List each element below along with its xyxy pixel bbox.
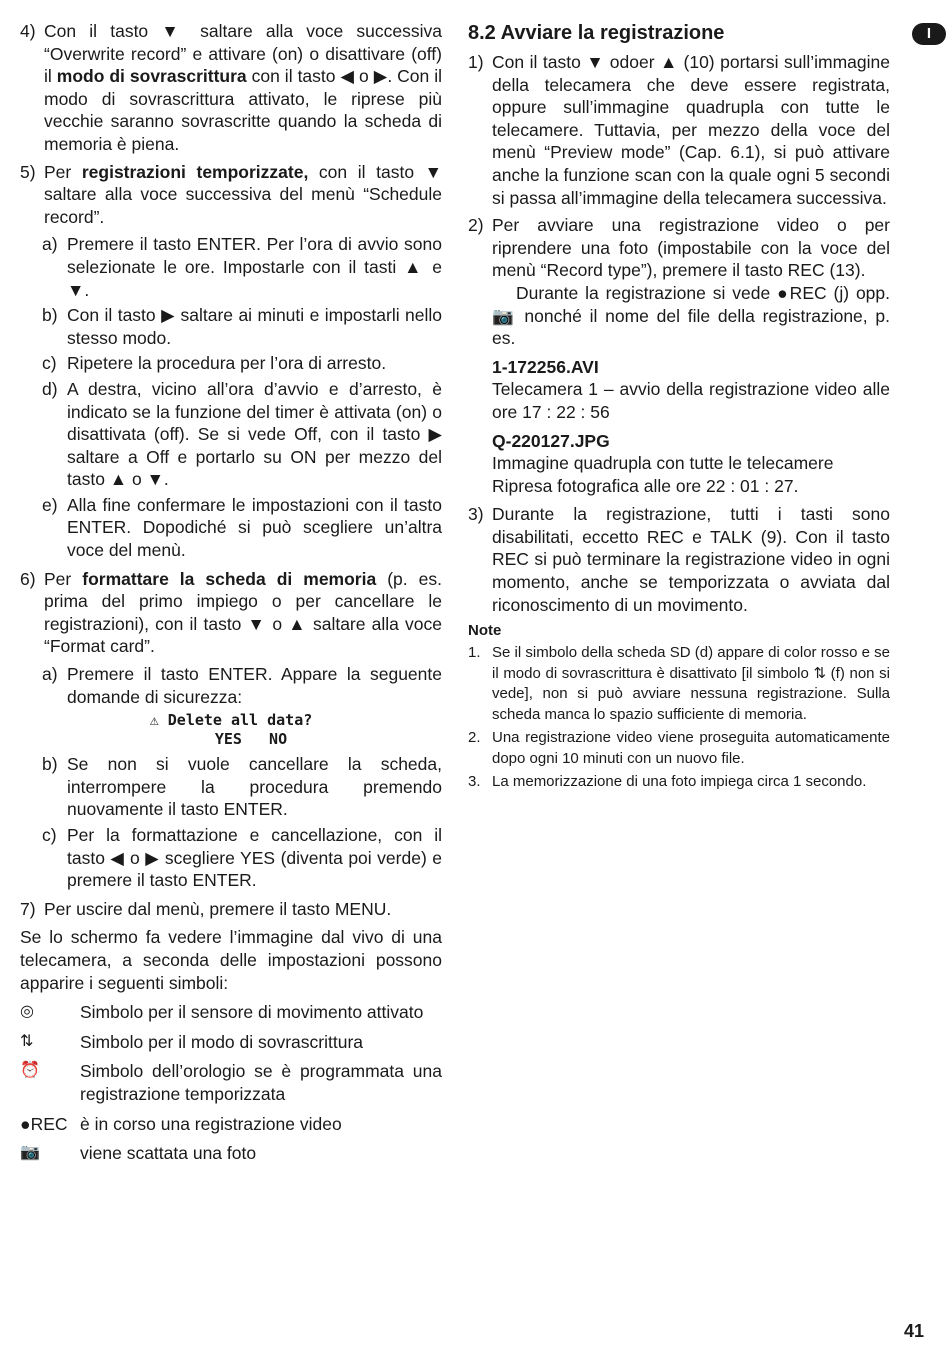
motion-sensor-icon: ◎ <box>20 1003 34 1021</box>
file-example-jpg-desc-2: Ripresa fotografica alle ore 22 : 01 : 27. <box>492 475 799 496</box>
step-5d: d) A destra, vicino all’ora d’avvio e d’arresto, è indicato se la funzione del timer è attivata (on) o disattivata (off). Se si vede Off, con il tasto ▶ saltare a Off e portarlo su ON per mezzo del tasto ▲ o ▼. <box>42 378 442 490</box>
right-column <box>468 20 890 793</box>
note-3: 3. La memorizzazione di una foto impiega circa 1 secondo. <box>468 773 867 791</box>
symbol-row-photo: 📷 viene scattata una foto <box>20 1143 257 1164</box>
step-7: 7) Per uscire dal menù, premere il tasto MENU. <box>20 898 392 919</box>
file-example-jpg-desc-1: Immagine quadrupla con tutte le telecamere <box>492 453 834 474</box>
rec-step-2-para: Durante la registrazione si vede ●REC (j) opp. 📷 nonché il nome del file della registrazione, p. es. <box>492 282 890 349</box>
symbol-row-motion: ◎ Simbolo per il sensore di movimento attivato <box>20 1002 424 1023</box>
page-number: 41 <box>904 1321 925 1341</box>
note-1: 1. Se il simbolo della scheda SD (d) appare di color rosso e se il modo di sovrascrittura è disattivato [il simbolo ⇅ (f) non si vede], non si può avviare nessuna registrazione. Sulla scheda manca lo spazio sufficiente di memoria. <box>468 644 890 723</box>
delete-confirm-prompt <box>20 711 442 749</box>
step-4: 4) Con il tasto ▼ saltare alla voce successiva “Overwrite record” e attivare (on) o disattivare (off) il modo di sovrascrittura con il tasto ◀ o ▶. Con il modo di sovrascrittura attivato, le riprese più vecchie saranno sovrascritte quando la scheda di memoria è piena. <box>20 21 443 154</box>
rec-step-1: 1) Con il tasto ▼ odoer ▲ (10) portarsi sull’immagine della telecamera che deve essere registrata, oppure sull’immagine quadrupla con tutte le telecamere. Tuttavia, per mezzo della voce del menù “Preview mode” (Cap. 6.1), si può attivare anche la funzione scan con la quale ogni 5 secondi si passa all’immagine della telecamera successiva. <box>468 52 890 208</box>
language-badge: I <box>912 23 946 45</box>
step-5b: b) Con il tasto ▶ saltare ai minuti e impostarli nello stesso modo. <box>42 305 442 348</box>
note-2: 2. Una registrazione video viene proseguita automaticamente dopo ogni 10 minuti con un nuovo file. <box>468 729 890 767</box>
step-5: 5) Per registrazioni temporizzate, con il tasto ▼ saltare alla voce successiva del menù “Schedule record”. <box>20 161 442 227</box>
step-6a: a) Premere il tasto ENTER. Appare la seguente domande di sicurezza: <box>42 664 442 707</box>
rec-step-2: 2) Per avviare una registrazione video o per riprendere una foto (impostabile con la voce del menù “Record type”), premere il tasto REC (13). <box>468 215 890 281</box>
section-heading: 8.2 Avviare la registrazione <box>468 22 725 44</box>
step-5a: a) Premere il tasto ENTER. Per l’ora di avvio sono selezionate le ore. Impostarle con il tasti ▲ e ▼. <box>42 234 442 300</box>
overwrite-icon: ⇅ <box>20 1032 34 1050</box>
confirm-options: YES NO <box>214 730 288 749</box>
step-5c: c) Ripetere la procedura per l’ora di arresto. <box>42 353 387 374</box>
file-example-jpg: Q-220127.JPG <box>492 430 610 451</box>
rec-dot-icon: ●REC <box>20 1113 68 1134</box>
symbol-row-overwrite: ⇅ Simbolo per il modo di sovrascrittura <box>20 1031 364 1052</box>
notes-title: Note <box>468 622 502 640</box>
camera-icon: 📷 <box>20 1144 40 1162</box>
confirm-question: ⚠ Delete all data? <box>149 711 313 730</box>
rec-step-3: 3) Durante la registrazione, tutti i tasti sono disabilitati, eccetto REC e TALK (9). Con il tasto REC si può terminare la registrazione video in ogni momento, anche se temporizzata o avviata dal riconoscimento di un movimento. <box>468 504 890 615</box>
file-example-avi-desc: Telecamera 1 – avvio della registrazione video alle ore 17 : 22 : 56 <box>492 379 890 422</box>
alarm-clock-icon: ⏰ <box>20 1062 40 1080</box>
step-5e: e) Alla fine confermare le impostazioni con il tasto ENTER. Dopodiché si può scegliere un’altra voce del menù. <box>42 494 442 561</box>
symbol-row-rec: ●REC è in corso una registrazione video <box>20 1113 342 1134</box>
step-6: 6) Per formattare la scheda di memoria (p. es. prima del primo impiego o per cancellare le registrazioni), con il tasto ▼ o ▲ saltare alla voce “Format card”. <box>20 568 442 657</box>
step-6b: b) Se non si vuole cancellare la scheda, interrompere la procedura premendo nuovamente il tasto ENTER. <box>42 754 442 820</box>
left-column <box>20 20 442 1165</box>
symbol-row-clock: ⏰ Simbolo dell’orologio se è programmata una registrazione temporizzata <box>20 1061 442 1104</box>
file-example-avi: 1-172256.AVI <box>492 356 599 377</box>
step-6c: c) Per la formattazione e cancellazione, con il tasto ◀ o ▶ scegliere YES (diventa poi verde) e premere il tasto ENTER. <box>42 825 442 891</box>
symbols-intro: Se lo schermo fa vedere l’immagine dal vivo di una telecamera, a seconda delle impostazioni possono apparire i seguenti simboli: <box>20 927 442 993</box>
